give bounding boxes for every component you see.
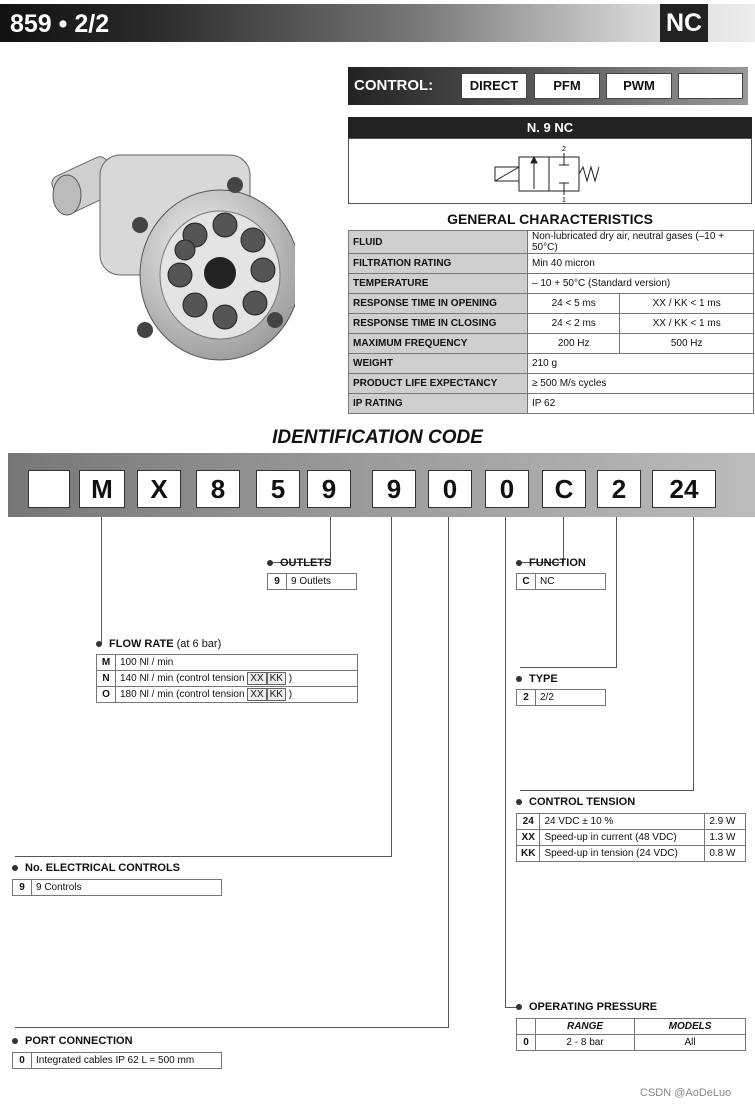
control-option-empty [678,73,743,99]
code-box: 5 [256,470,300,508]
option-power: 2.9 W [705,814,746,830]
code-box: 9 [372,470,416,508]
control-tension-table [516,813,746,862]
row-label: TEMPERATURE [349,274,528,294]
control-bar [348,67,748,105]
option-power: 0.8 W [705,846,746,862]
option-code: KK [517,846,540,862]
row-label: WEIGHT [349,354,528,374]
flow-rate-title: FLOW RATE [109,638,174,650]
row-value: IP 62 [528,394,754,414]
table-row [349,294,754,314]
row-value: XX / KK < 1 ms [620,294,754,314]
table-row [97,687,358,703]
table-row [517,846,746,862]
connector-line [693,517,694,790]
table-row [349,354,754,374]
tension-tag: KK [267,672,286,685]
general-characteristics-table [348,230,754,414]
code-box: M [79,470,125,508]
row-value: ≥ 500 M/s cycles [528,374,754,394]
code-box: 0 [485,470,529,508]
valve-product-image [45,125,295,375]
valve-symbol-box [348,138,752,204]
option-code: M [97,655,116,671]
option-desc [116,671,358,687]
row-value: 24 < 5 ms [528,294,620,314]
option-text-end: ) [288,689,293,700]
option-desc: Speed-up in tension (24 VDC) [540,846,705,862]
code-box: 24 [652,470,716,508]
code-box: C [542,470,586,508]
table-row [349,231,754,254]
row-label: PRODUCT LIFE EXPECTANCY [349,374,528,394]
models-value: All [635,1035,746,1051]
table-row [517,574,606,590]
control-tension-label: CONTROL TENSION [529,796,636,808]
table-row [349,394,754,414]
watermark: CSDN @AoDeLuo [640,1087,732,1099]
table-row [517,1035,746,1051]
range-header: RANGE [536,1019,635,1035]
table-row [517,690,606,706]
row-label: FLUID [349,231,528,254]
type-table [516,689,606,706]
table-row [13,880,222,896]
bullet-dot [12,865,18,871]
option-code: 9 [268,574,287,590]
connector-line [330,517,331,562]
row-value: – 10 + 50°C (Standard version) [528,274,754,294]
operating-pressure-label: OPERATING PRESSURE [529,1001,658,1013]
connector-line [15,856,392,857]
port-connection-table [12,1052,222,1069]
range-value: 2 - 8 bar [536,1035,635,1051]
outlets-label: OUTLETS [280,557,332,569]
connector-line [101,517,102,644]
table-row [97,655,358,671]
general-characteristics-title: GENERAL CHARACTERISTICS [447,211,653,227]
option-code: 9 [13,880,32,896]
row-label: FILTRATION RATING [349,254,528,274]
option-desc: 24 VDC ± 10 % [540,814,705,830]
code-box: X [137,470,181,508]
nc-badge: NC [660,4,708,42]
option-code: O [97,687,116,703]
table-row [268,574,357,590]
row-label: MAXIMUM FREQUENCY [349,334,528,354]
control-option-pwm: PWM [606,73,672,99]
table-row [517,1019,746,1035]
option-code: C [517,574,536,590]
option-desc: 9 Controls [32,880,222,896]
connector-line [391,517,392,856]
identification-code-title: IDENTIFICATION CODE [272,427,483,448]
bullet-dot [516,560,522,566]
code-box: 2 [597,470,641,508]
option-code: N [97,671,116,687]
header-bar [0,4,755,42]
row-value: 200 Hz [528,334,620,354]
row-value: 500 Hz [620,334,754,354]
option-desc: 9 Outlets [287,574,357,590]
option-power: 1.3 W [705,830,746,846]
connector-line [505,517,506,1007]
symbol-title: N. 9 NC [348,117,752,138]
row-value: XX / KK < 1 ms [620,314,754,334]
row-label: IP RATING [349,394,528,414]
option-desc [116,687,358,703]
code-box: 8 [196,470,240,508]
function-label: FUNCTION [529,557,586,569]
row-value: 24 < 2 ms [528,314,620,334]
option-code: XX [517,830,540,846]
type-label: TYPE [529,673,558,685]
control-option-direct: DIRECT [461,73,527,99]
outlets-table [267,573,357,590]
identification-code-bar [8,453,755,517]
bullet-dot [267,560,273,566]
option-desc: 100 Nl / min [116,655,358,671]
flow-rate-note: (at 6 bar) [176,638,222,650]
tension-tag: KK [267,688,286,701]
page-title: 859 • 2/2 [10,10,110,38]
models-header: MODELS [635,1019,746,1035]
bullet-dot [516,1004,522,1010]
table-row [349,254,754,274]
row-value: 210 g [528,354,754,374]
option-text: 140 Nl / min (control tension [120,673,245,684]
option-desc: 2/2 [536,690,606,706]
option-desc: Integrated cables IP 62 L = 500 mm [32,1053,222,1069]
table-row [97,671,358,687]
code-box: 9 [307,470,351,508]
table-row [349,274,754,294]
option-text: 180 Nl / min (control tension [120,689,245,700]
electrical-controls-table [12,879,222,896]
connector-line [448,517,449,1027]
code-box: 0 [428,470,472,508]
function-table [516,573,606,590]
connector-line [15,1027,449,1028]
option-desc: Speed-up in current (48 VDC) [540,830,705,846]
port-connection-label: PORT CONNECTION [25,1035,133,1047]
table-row [517,830,746,846]
symbol-port-top: 2 [562,146,566,153]
option-code: 24 [517,814,540,830]
row-label: RESPONSE TIME IN OPENING [349,294,528,314]
electrical-controls-label: No. ELECTRICAL CONTROLS [25,862,181,874]
table-row [13,1053,222,1069]
tension-tag: XX [247,688,266,701]
table-row [517,814,746,830]
row-label: RESPONSE TIME IN CLOSING [349,314,528,334]
table-row [349,314,754,334]
option-code: 2 [517,690,536,706]
connector-line [520,667,617,668]
tension-tag: XX [247,672,266,685]
control-label: CONTROL: [354,77,434,94]
table-row [349,334,754,354]
flow-rate-label [109,638,221,650]
option-text-end: ) [288,673,293,684]
connector-line [616,517,617,667]
connector-line [563,517,564,562]
row-value: Min 40 micron [528,254,754,274]
valve-symbol-icon [349,139,751,203]
operating-pressure-table [516,1018,746,1051]
bullet-dot [516,799,522,805]
control-option-pfm: PFM [534,73,600,99]
option-code: 0 [13,1053,32,1069]
connector-line [520,790,694,791]
option-desc: NC [536,574,606,590]
row-value: Non-lubricated dry air, neutral gases (–10 + 50°C) [528,231,754,254]
option-code: 0 [517,1035,536,1051]
bullet-dot [516,676,522,682]
code-box [28,470,70,508]
symbol-port-bottom: 1 [562,197,566,203]
bullet-dot [12,1038,18,1044]
table-row [349,374,754,394]
bullet-dot [96,641,102,647]
flow-rate-table [96,654,358,703]
